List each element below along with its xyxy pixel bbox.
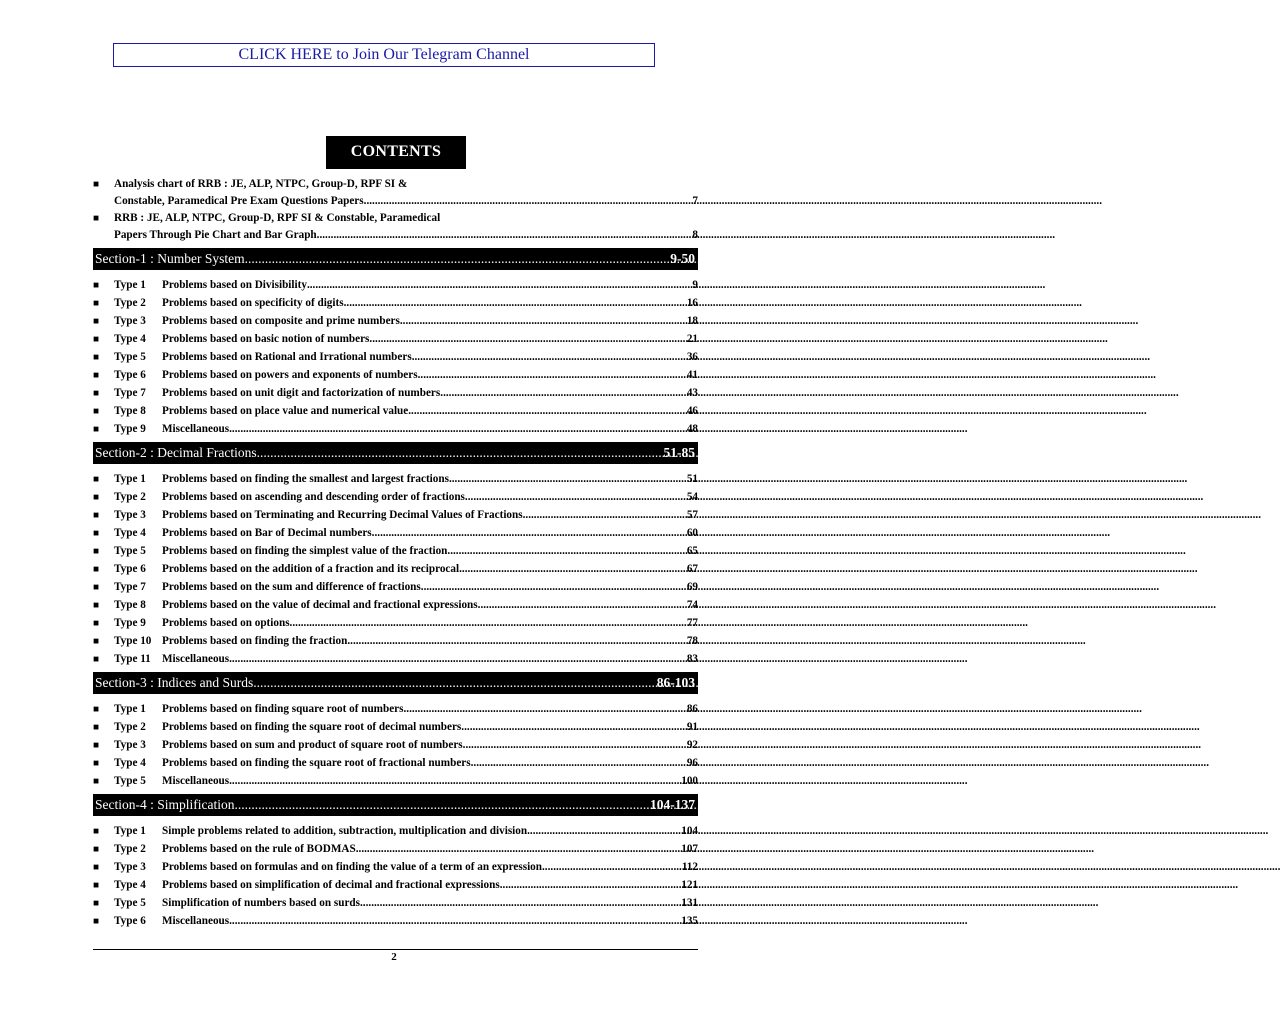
- type-label: Type 2: [114, 721, 146, 733]
- telegram-channel-link[interactable]: CLICK HERE to Join Our Telegram Channel: [113, 43, 655, 67]
- page-ref: 46: [686, 405, 698, 417]
- type-label: Type 6: [114, 369, 146, 381]
- toc-entry[interactable]: [93, 524, 698, 542]
- entry-text: Problems based on finding the simplest value of the fraction: [162, 545, 448, 557]
- type-label: Type 5: [114, 775, 146, 787]
- type-label: Type 8: [114, 599, 146, 611]
- toc-entry[interactable]: [93, 420, 698, 438]
- toc-entry[interactable]: [93, 650, 698, 668]
- section-header[interactable]: [93, 794, 698, 816]
- page-ref: 57: [686, 509, 698, 521]
- dot-leader: [229, 420, 687, 438]
- square-bullet-icon: ■: [93, 406, 100, 417]
- entry-text: Problems based on finding the fraction: [162, 635, 348, 647]
- type-label: Type 1: [114, 825, 146, 837]
- type-label: Type 8: [114, 405, 146, 417]
- toc-entry[interactable]: [93, 614, 698, 632]
- toc-entry[interactable]: [93, 822, 698, 840]
- section-header[interactable]: [93, 248, 698, 270]
- intro-entry-1-line-1: [93, 176, 698, 193]
- dot-leader: [523, 506, 687, 524]
- square-bullet-icon: ■: [93, 334, 100, 345]
- page-ref: 131: [681, 897, 698, 909]
- dot-leader: [461, 718, 687, 736]
- intro-entry-text: Analysis chart of RRB : JE, ALP, NTPC, Group-D, RPF SI &: [114, 178, 408, 190]
- entry-text: Problems based on composite and prime numbers: [162, 315, 400, 327]
- type-label: Type 9: [114, 617, 146, 629]
- toc-entry[interactable]: [93, 912, 698, 930]
- entry-text: Problems based on Divisibility: [162, 279, 307, 291]
- toc-entry[interactable]: [93, 772, 698, 790]
- type-label: Type 1: [114, 703, 146, 715]
- toc-entry[interactable]: [93, 312, 698, 330]
- type-label: Type 2: [114, 843, 146, 855]
- page-ref: 112: [681, 861, 698, 873]
- page-ref: 54: [686, 491, 698, 503]
- square-bullet-icon: ■: [93, 880, 100, 891]
- page-ref: 51: [686, 473, 698, 485]
- entry-text: Problems based on the rule of BODMAS: [162, 843, 356, 855]
- dot-leader: [356, 840, 682, 858]
- entry-text: Problems based on basic notion of numbers: [162, 333, 370, 345]
- dot-leader: [447, 542, 686, 560]
- page-ref: 67: [686, 563, 698, 575]
- entry-text: Miscellaneous: [162, 775, 230, 787]
- intro-entries: [93, 176, 698, 244]
- square-bullet-icon: ■: [93, 654, 100, 665]
- dot-leader: [459, 560, 687, 578]
- toc-entry[interactable]: [93, 402, 698, 420]
- page-ref: 135: [681, 915, 698, 927]
- entry-text: Problems based on finding the square root of fractional numbers: [162, 757, 471, 769]
- dot-leader: [412, 348, 687, 366]
- toc-entry[interactable]: [93, 700, 698, 718]
- entry-text: Problems based on options: [162, 617, 290, 629]
- square-bullet-icon: ■: [93, 510, 100, 521]
- square-bullet-icon: ■: [93, 776, 100, 787]
- entry-text: Problems based on specificity of digits: [162, 297, 344, 309]
- section-header[interactable]: [93, 442, 698, 464]
- dot-leader: [364, 193, 693, 210]
- entry-text: Problems based on Bar of Decimal numbers: [162, 527, 372, 539]
- toc-entry[interactable]: [93, 840, 698, 858]
- dot-leader: [257, 442, 664, 464]
- dot-leader: [369, 330, 686, 348]
- toc-entry[interactable]: [93, 876, 698, 894]
- square-bullet-icon: ■: [93, 862, 100, 873]
- entry-text: Problems based on the value of decimal and fractional expressions: [162, 599, 478, 611]
- dot-leader: [408, 402, 687, 420]
- entry-text: Problems based on place value and numerical value: [162, 405, 409, 417]
- square-bullet-icon: ■: [93, 424, 100, 435]
- type-label: Type 1: [114, 473, 146, 485]
- toc-entry[interactable]: [93, 596, 698, 614]
- entry-text: Problems based on the sum and difference of fractions: [162, 581, 421, 593]
- toc-entry[interactable]: [93, 294, 698, 312]
- dot-leader: [234, 794, 650, 816]
- entry-text: Miscellaneous: [162, 653, 230, 665]
- entry-text: Miscellaneous: [162, 423, 230, 435]
- entry-text: Simple problems related to addition, subtraction, multiplication and division.: [162, 825, 530, 837]
- type-label: Type 3: [114, 315, 146, 327]
- dot-leader: [530, 822, 681, 840]
- intro-entry-2-line-1: [93, 210, 698, 227]
- square-bullet-icon: ■: [93, 600, 100, 611]
- entry-text: Problems based on formulas and on finding the value of a term of an expression: [162, 861, 542, 873]
- square-bullet-icon: ■: [93, 916, 100, 927]
- intro-entry-text: RRB : JE, ALP, NTPC, Group-D, RPF SI & Constable, Paramedical: [114, 212, 441, 224]
- square-bullet-icon: ■: [93, 546, 100, 557]
- dot-leader: [245, 248, 671, 270]
- square-bullet-icon: ■: [93, 492, 100, 503]
- dot-leader: [449, 470, 687, 488]
- page-ref: 77: [686, 617, 698, 629]
- entry-text: Problems based on unit digit and factorization of numbers: [162, 387, 441, 399]
- section-pages: 104-137: [650, 797, 695, 812]
- page-ref: 21: [686, 333, 698, 345]
- page-ref: 48: [686, 423, 698, 435]
- section-title: Section-3 : Indices and Surds: [95, 675, 254, 690]
- page-ref: 65: [686, 545, 698, 557]
- page-ref: 92: [686, 739, 698, 751]
- toc-entry[interactable]: [93, 736, 698, 754]
- entry-text: Problems based on simplification of decimal and fractional expressions: [162, 879, 500, 891]
- page-ref: 96: [686, 757, 698, 769]
- page-ref: 43: [686, 387, 698, 399]
- type-label: Type 3: [114, 739, 146, 751]
- type-label: Type 4: [114, 879, 146, 891]
- entry-text: Problems based on ascending and descending order of fractions: [162, 491, 465, 503]
- dot-leader: [418, 366, 687, 384]
- square-bullet-icon: ■: [93, 316, 100, 327]
- entry-text: Simplification of numbers based on surds: [162, 897, 360, 909]
- page-ref: 86: [686, 703, 698, 715]
- dot-leader: [229, 912, 681, 930]
- contents-heading: CONTENTS: [326, 136, 466, 169]
- toc-entry[interactable]: [93, 718, 698, 736]
- page-ref: 8: [692, 229, 698, 241]
- page-ref: 100: [681, 775, 698, 787]
- type-label: Type 5: [114, 545, 146, 557]
- dot-leader: [307, 276, 692, 294]
- square-bullet-icon: ■: [93, 826, 100, 837]
- toc-entry[interactable]: [93, 894, 698, 912]
- page-ref: 41: [686, 369, 698, 381]
- dot-leader: [229, 772, 681, 790]
- toc-entry[interactable]: [93, 470, 698, 488]
- square-bullet-icon: ■: [93, 740, 100, 751]
- page-ref: 36: [686, 351, 698, 363]
- entry-text: Problems based on sum and product of square root of numbers: [162, 739, 463, 751]
- square-bullet-icon: ■: [93, 474, 100, 485]
- toc-entry[interactable]: [93, 560, 698, 578]
- square-bullet-icon: ■: [93, 388, 100, 399]
- type-label: Type 2: [114, 297, 146, 309]
- square-bullet-icon: ■: [93, 722, 100, 733]
- type-label: Type 6: [114, 563, 146, 575]
- dot-leader: [344, 294, 687, 312]
- type-label: Type 7: [114, 581, 146, 593]
- dot-leader: [400, 312, 687, 330]
- type-label: Type 9: [114, 423, 146, 435]
- section-title: Section-2 : Decimal Fractions: [95, 445, 257, 460]
- dot-leader: [290, 614, 687, 632]
- type-label: Type 3: [114, 509, 146, 521]
- square-bullet-icon: ■: [93, 844, 100, 855]
- sections-list: [93, 248, 698, 930]
- section-pages: 51-85: [663, 445, 695, 460]
- type-label: Type 4: [114, 527, 146, 539]
- section-title: Section-1 : Number System: [95, 251, 245, 266]
- page-ref: 78: [686, 635, 698, 647]
- page-ref: 60: [686, 527, 698, 539]
- dot-leader: [229, 650, 687, 668]
- square-bullet-icon: ■: [93, 636, 100, 647]
- toc-entry[interactable]: [93, 488, 698, 506]
- square-bullet-icon: ■: [93, 352, 100, 363]
- square-bullet-icon: ■: [93, 298, 100, 309]
- type-label: Type 10: [114, 635, 152, 647]
- entry-text: Problems based on finding square root of numbers: [162, 703, 404, 715]
- page-ref: 9: [692, 279, 698, 291]
- page-ref: 7: [692, 195, 698, 207]
- toc-entry[interactable]: [93, 578, 698, 596]
- entry-text: Problems based on Rational and Irrational numbers: [162, 351, 412, 363]
- page-ref: 74: [686, 599, 698, 611]
- dot-leader: [421, 578, 687, 596]
- toc-entry[interactable]: [93, 754, 698, 772]
- intro-entry-2-line-2[interactable]: [93, 227, 698, 244]
- dot-leader: [404, 700, 687, 718]
- table-of-contents: [93, 176, 698, 930]
- page-ref: 104: [681, 825, 698, 837]
- toc-entry[interactable]: [93, 506, 698, 524]
- entry-text: Problems based on finding the square root of decimal numbers: [162, 721, 462, 733]
- type-label: Type 4: [114, 757, 146, 769]
- type-label: Type 2: [114, 491, 146, 503]
- type-label: Type 7: [114, 387, 146, 399]
- page-ref: 18: [686, 315, 698, 327]
- toc-entry[interactable]: [93, 632, 698, 650]
- square-bullet-icon: ■: [93, 213, 100, 224]
- toc-entry[interactable]: [93, 542, 698, 560]
- intro-entry-1-line-2[interactable]: [93, 193, 698, 210]
- dot-leader: [360, 894, 681, 912]
- toc-entry[interactable]: [93, 366, 698, 384]
- toc-entry[interactable]: [93, 330, 698, 348]
- type-label: Type 5: [114, 897, 146, 909]
- intro-entry-text: Constable, Paramedical Pre Exam Questions Papers: [114, 195, 364, 207]
- square-bullet-icon: ■: [93, 898, 100, 909]
- page-ref: 16: [686, 297, 698, 309]
- square-bullet-icon: ■: [93, 704, 100, 715]
- dot-leader: [347, 632, 686, 650]
- dot-leader: [253, 672, 657, 694]
- section-header[interactable]: [93, 672, 698, 694]
- dot-leader: [478, 596, 687, 614]
- square-bullet-icon: ■: [93, 179, 100, 190]
- dot-leader: [500, 876, 682, 894]
- page-ref: 107: [681, 843, 698, 855]
- type-label: Type 5: [114, 351, 146, 363]
- dot-leader: [542, 858, 682, 876]
- square-bullet-icon: ■: [93, 618, 100, 629]
- square-bullet-icon: ■: [93, 528, 100, 539]
- toc-entry[interactable]: [93, 276, 698, 294]
- toc-entry[interactable]: [93, 858, 698, 876]
- entry-text: Problems based on powers and exponents of numbers: [162, 369, 418, 381]
- type-label: Type 11: [114, 653, 151, 665]
- intro-entry-text: Papers Through Pie Chart and Bar Graph: [114, 229, 317, 241]
- section-title: Section-4 : Simplification: [95, 797, 235, 812]
- entry-text: Problems based on finding the smallest and largest fractions: [162, 473, 449, 485]
- square-bullet-icon: ■: [93, 280, 100, 291]
- section-pages: 86-103: [656, 675, 695, 690]
- type-label: Type 1: [114, 279, 146, 291]
- type-label: Type 6: [114, 915, 146, 927]
- section-pages: 9-50: [670, 251, 695, 266]
- toc-entry[interactable]: [93, 348, 698, 366]
- square-bullet-icon: ■: [93, 582, 100, 593]
- type-label: Type 4: [114, 333, 146, 345]
- square-bullet-icon: ■: [93, 370, 100, 381]
- entry-text: Problems based on the addition of a fraction and its reciprocal: [162, 563, 460, 575]
- dot-leader: [471, 754, 687, 772]
- page-ref: 121: [681, 879, 698, 891]
- type-label: Type 3: [114, 861, 146, 873]
- dot-leader: [317, 227, 693, 244]
- page-ref: 91: [686, 721, 698, 733]
- page-ref: 83: [686, 653, 698, 665]
- page-ref: 69: [686, 581, 698, 593]
- toc-entry[interactable]: [93, 384, 698, 402]
- entry-text: Problems based on Terminating and Recurring Decimal Values of Fractions: [162, 509, 523, 521]
- dot-leader: [440, 384, 687, 402]
- dot-leader: [463, 736, 687, 754]
- dot-leader: [372, 524, 687, 542]
- dot-leader: [465, 488, 687, 506]
- page-number: 2: [391, 951, 397, 963]
- entry-text: Miscellaneous: [162, 915, 230, 927]
- footer-rule: [93, 949, 698, 950]
- square-bullet-icon: ■: [93, 564, 100, 575]
- square-bullet-icon: ■: [93, 758, 100, 769]
